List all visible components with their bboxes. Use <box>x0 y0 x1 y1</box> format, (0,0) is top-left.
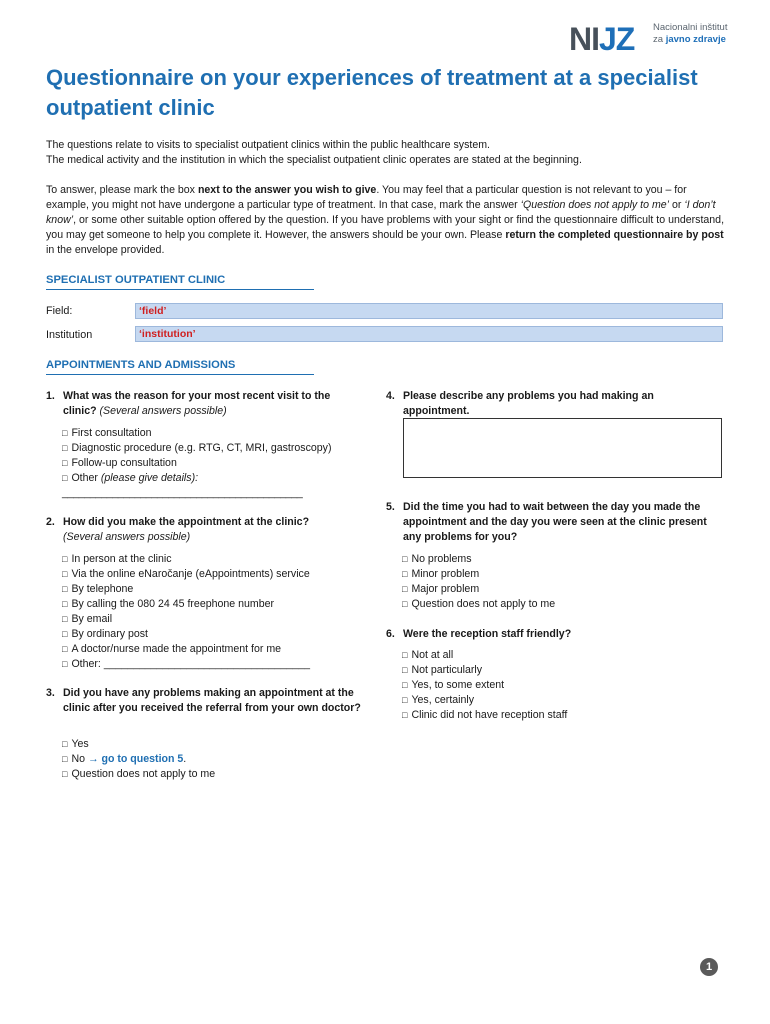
checkbox-icon[interactable]: □ <box>62 644 68 654</box>
question-2 <box>46 515 364 545</box>
q6-option-not-at-all[interactable]: □ Not at all <box>402 649 454 661</box>
q3-option-not-apply[interactable]: □ Question does not apply to me <box>62 768 216 780</box>
question-3-options <box>62 737 215 782</box>
checkbox-icon[interactable]: □ <box>62 769 68 779</box>
q1-option-follow-up[interactable]: □ Follow-up consultation <box>62 457 177 469</box>
question-5-text: Did the time you had to wait between the day you made the appointment and the day you were seen at the clinic present any problems for you? <box>403 501 707 543</box>
checkbox-icon[interactable]: □ <box>62 569 68 579</box>
q2-option-freephone[interactable]: □ By calling the 080 24 45 freephone number <box>62 598 275 610</box>
question-1-text: What was the reason for your most recent visit to the clinic? (Several answers possible) <box>63 390 331 417</box>
page-number-badge: 1 <box>700 958 718 976</box>
q2-option-other[interactable]: □ Other: ___________________________________ <box>62 658 311 670</box>
question-2-text: How did you make the appointment at the clinic? (Several answers possible) <box>63 516 310 543</box>
q2-option-telephone[interactable]: □ By telephone <box>62 583 134 595</box>
question-4-text: Please describe any problems you had making an appointment. <box>403 390 654 417</box>
q5-option-not-apply[interactable]: □ Question does not apply to me <box>402 598 556 610</box>
question-2-number: 2. <box>46 516 55 528</box>
checkbox-icon[interactable]: □ <box>62 584 68 594</box>
checkbox-icon[interactable]: □ <box>402 695 408 705</box>
q3-option-yes[interactable]: □ Yes <box>62 738 89 750</box>
checkbox-icon[interactable]: □ <box>402 554 408 564</box>
checkbox-icon[interactable]: □ <box>402 650 408 660</box>
intro-paragraph-2: To answer, please mark the box next to the answer you wish to give. You may feel that a particular question is not relevant to you – for example, you might not have undergone a particular type of treatment. In that case, mark the answer ‘Question does not apply to me’ or ‘I don’t know’, or some other suitable option offered by the question. If you have problems with your sight or find the questionnaire difficult to understand, you may get someone to help you complete it. However, the answers should be your own. Please return the completed questionnaire by post in the envelope provided. <box>46 184 725 256</box>
appointments-section-heading: APPOINTMENTS AND ADMISSIONS <box>46 358 314 375</box>
question-5-options <box>402 552 555 612</box>
q1-option-first-consultation[interactable]: □ First consultation <box>62 427 152 439</box>
q1-option-other[interactable]: □ Other (please give details): <box>62 472 199 484</box>
q4-answer-box[interactable] <box>403 418 722 478</box>
logo-line-2: za javno zdravje <box>653 34 726 45</box>
institution-value-box[interactable]: ‘institution’ <box>135 326 723 342</box>
checkbox-icon[interactable]: □ <box>62 458 68 468</box>
q6-option-some-extent[interactable]: □ Yes, to some extent <box>402 679 505 691</box>
question-3-number: 3. <box>46 687 55 699</box>
question-3-text: Did you have any problems making an appointment at the clinic after you received the referral from your own doctor? <box>63 687 361 714</box>
q5-option-minor[interactable]: □ Minor problem <box>402 568 480 580</box>
arrow-right-icon: → <box>87 753 99 765</box>
question-5-number: 5. <box>386 501 395 513</box>
checkbox-icon[interactable]: □ <box>62 754 68 764</box>
checkbox-icon[interactable]: □ <box>402 665 408 675</box>
checkbox-icon[interactable]: □ <box>402 710 408 720</box>
q5-option-major[interactable]: □ Major problem <box>402 583 480 595</box>
intro-paragraph-1: The questions relate to visits to specialist outpatient clinics within the public healthcare system. The medical activity and the institution in which the specialist outpatient clinic operates are stated at the beginning. <box>46 139 582 166</box>
question-5 <box>386 500 722 545</box>
q1-other-line[interactable]: ___________________________________________ <box>62 487 303 499</box>
logo-mark: NIJZ <box>569 21 635 57</box>
question-1 <box>46 389 364 419</box>
nijz-logo <box>569 18 749 58</box>
field-value-box[interactable]: ‘field’ <box>135 303 723 319</box>
question-1-number: 1. <box>46 390 55 402</box>
q3-option-no[interactable]: □ No → go to question 5. <box>62 753 187 765</box>
q5-option-no-problems[interactable]: □ No problems <box>402 553 472 565</box>
question-4-number: 4. <box>386 390 395 402</box>
checkbox-icon[interactable]: □ <box>62 428 68 438</box>
checkbox-icon[interactable]: □ <box>402 569 408 579</box>
checkbox-icon[interactable]: □ <box>62 599 68 609</box>
q6-option-certainly[interactable]: □ Yes, certainly <box>402 694 475 706</box>
q3-goto-link: go to question 5 <box>101 753 184 765</box>
q1-option-diagnostic-procedure[interactable]: □ Diagnostic procedure (e.g. RTG, CT, MRI, gastroscopy) <box>62 442 332 454</box>
question-6-text: Were the reception staff friendly? <box>403 628 572 640</box>
checkbox-icon[interactable]: □ <box>62 629 68 639</box>
checkbox-icon[interactable]: □ <box>62 659 68 669</box>
checkbox-icon[interactable]: □ <box>62 739 68 749</box>
question-1-options <box>62 426 331 501</box>
checkbox-icon[interactable]: □ <box>402 680 408 690</box>
q2-option-doctor-nurse[interactable]: □ A doctor/nurse made the appointment for me <box>62 643 282 655</box>
question-6-options <box>402 648 567 723</box>
question-6 <box>386 627 722 642</box>
q6-option-not-particularly[interactable]: □ Not particularly <box>402 664 483 676</box>
checkbox-icon[interactable]: □ <box>402 599 408 609</box>
checkbox-icon[interactable]: □ <box>402 584 408 594</box>
question-6-number: 6. <box>386 628 395 640</box>
question-2-options <box>62 552 310 672</box>
question-3 <box>46 686 364 716</box>
page-title: Questionnaire on your experiences of treatment at a specialist outpatient clinic <box>46 65 698 120</box>
checkbox-icon[interactable]: □ <box>62 443 68 453</box>
clinic-section-heading: SPECIALIST OUTPATIENT CLINIC <box>46 273 314 290</box>
checkbox-icon[interactable]: □ <box>62 473 68 483</box>
institution-label: Institution <box>46 329 93 341</box>
logo-line-1: Nacionalni inštitut <box>653 22 728 33</box>
field-label: Field: <box>46 305 73 317</box>
checkbox-icon[interactable]: □ <box>62 614 68 624</box>
q2-option-online[interactable]: □ Via the online eNaročanje (eAppointments) service <box>62 568 310 580</box>
q2-option-in-person[interactable]: □ In person at the clinic <box>62 553 172 565</box>
q2-option-email[interactable]: □ By email <box>62 613 113 625</box>
q2-option-post[interactable]: □ By ordinary post <box>62 628 148 640</box>
checkbox-icon[interactable]: □ <box>62 554 68 564</box>
question-4 <box>386 389 722 419</box>
q6-option-no-reception[interactable]: □ Clinic did not have reception staff <box>402 709 568 721</box>
